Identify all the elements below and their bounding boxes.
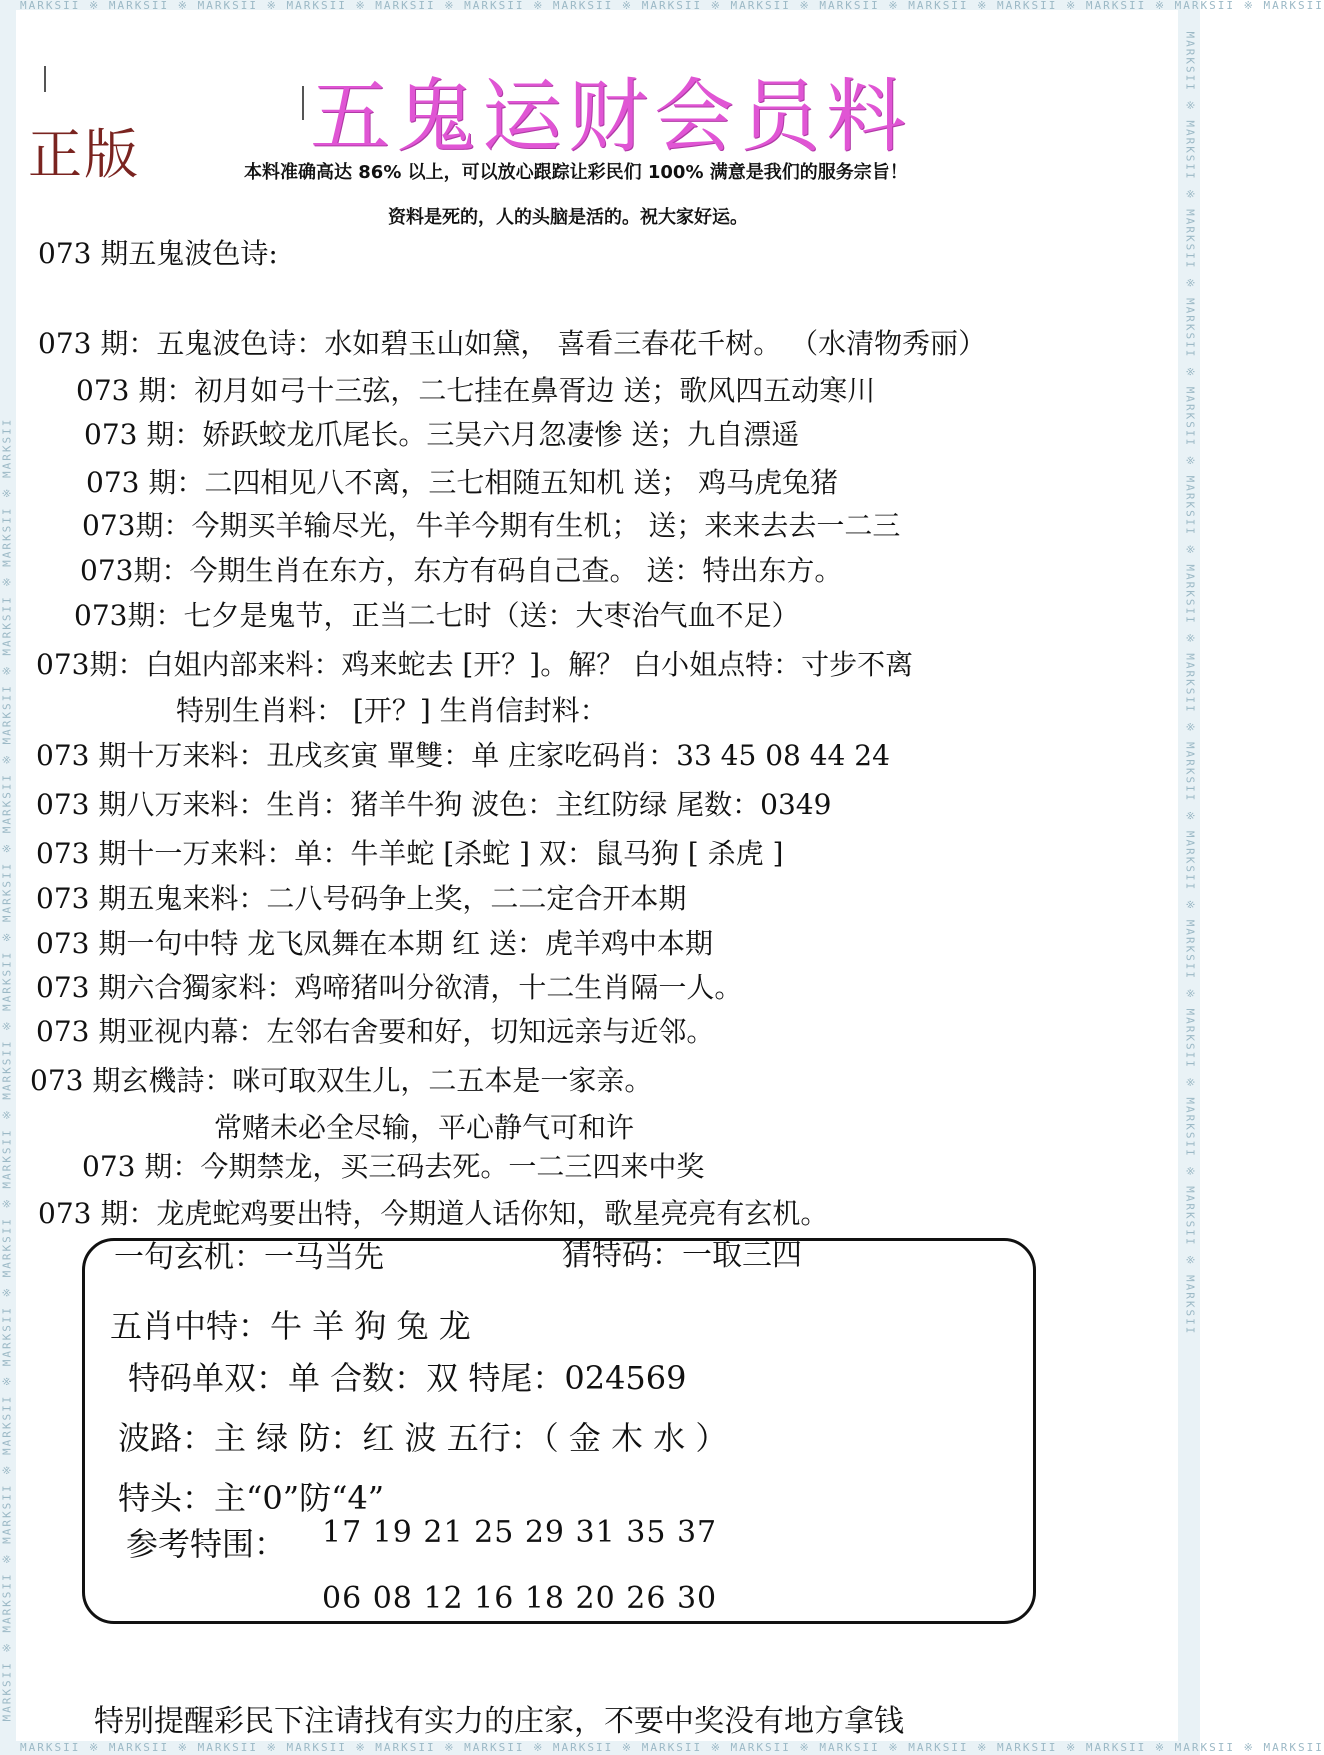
forecast-line: 073期：今期买羊输尽光，牛羊今期有生机； 送；来来去去一二三: [82, 509, 901, 542]
forecast-line: 073 期：龙虎蛇鸡要出特，今期道人话你知，歌星亮亮有玄机。: [38, 1197, 829, 1230]
forecast-line: 073 期玄機詩：咪可取双生儿，二五本是一家亲。: [30, 1064, 653, 1097]
authentic-badge: 正版: [28, 123, 140, 186]
reference-label: 参考特围：: [126, 1525, 287, 1563]
forecast-line: 073 期八万来料：生肖：猪羊牛狗 波色：主红防绿 尾数：0349: [36, 788, 832, 821]
subtitle-luck: 资料是死的，人的头脑是活的。祝大家好运。: [388, 207, 748, 228]
page-title: 五鬼运财会员料: [310, 70, 912, 163]
head-line: 特头：主“0”防“4”: [118, 1479, 385, 1517]
wave-line: 波路：主 绿 防：红 波 五行：（ 金 木 水 ）: [118, 1419, 728, 1457]
right-edge-watermark: MARKSII ※ MARKSII ※ MARKSII ※ MARKSII ※ MARKSII ※ MARKSII ※ MARKSII ※ MARKSII ※ MARKSII ※ MARKSII ※ MARKSII ※ MARKSII ※ MARKSII ※ MARKSII ※ MARKSII: [1183, 31, 1197, 1336]
forecast-line: 073 期亚视内幕：左邻右舍要和好，切知远亲与近邻。: [36, 1015, 715, 1048]
forecast-line: 073 期：五鬼波色诗：水如碧玉山如黛， 喜看三春花千树。 （水清物秀丽）: [38, 327, 987, 360]
forecast-line: 常赌未必全尽输，平心静气可和许: [214, 1111, 635, 1144]
forecast-line: 073期：白姐内部来料：鸡来蛇去 [开？]。解？ 白小姐点特：寸步不离: [36, 648, 914, 681]
reference-numbers-row: 06 08 12 16 18 20 26 30: [322, 1581, 718, 1616]
forecast-line: 073 期：今期禁龙，买三码去死。一二三四来中奖: [82, 1150, 705, 1183]
forecast-line: 073期：今期生肖在东方，东方有码自己查。 送：特出东方。: [80, 554, 843, 587]
forecast-line: 073 期六合獨家料：鸡啼猪叫分欲清，十二生肖隔一人。: [36, 971, 743, 1004]
forecast-line: 073 期五鬼来料：二八号码争上奖，二二定合开本期: [36, 882, 687, 915]
scan-mark: [302, 86, 304, 120]
subtitle-accuracy: 本料准确高达 86% 以上，可以放心跟踪让彩民们 100% 满意是我们的服务宗旨！: [244, 162, 908, 183]
riddle-line: 一句玄机：一马当先: [114, 1240, 384, 1275]
forecast-line: 073 期一句中特 龙飞凤舞在本期 红 送：虎羊鸡中本期: [36, 927, 714, 960]
forecast-line: 073 期：二四相见八不离，三七相随五知机 送； 鸡马虎兔猪: [86, 466, 839, 499]
forecast-line: 073 期：娇跃蛟龙爪尾长。三吴六月忽凄惨 送；九自漂遥: [84, 418, 800, 451]
forecast-line: 073 期十万来料：丑戌亥寅 單雙：单 庄家吃码肖：33 45 08 44 24: [36, 739, 890, 772]
forecast-line: 073 期：初月如弓十三弦，二七挂在鼻胥边 送；歌风四五动寒川: [76, 374, 876, 407]
odd-even-line: 特码单双：单 合数：双 特尾：024569: [128, 1359, 687, 1397]
left-edge-watermark: MARKSII ※ MARKSII ※ MARKSII ※ MARKSII ※ MARKSII ※ MARKSII ※ MARKSII ※ MARKSII ※ MARKSII ※ MARKSII ※ MARKSII ※ MARKSII ※ MARKSII ※ MARKSII ※ MARKSII: [0, 417, 14, 1722]
top-edge-watermark: MARKSII ※ MARKSII ※ MARKSII ※ MARKSII ※ MARKSII ※ MARKSII ※ MARKSII ※ MARKSII ※ MARKSII ※ MARKSII ※ MARKSII ※ MARKSII ※ MARKSII ※ MARKSII ※ MARKSII: [20, 0, 1324, 12]
footer-reminder: 特别提醒彩民下注请找有实力的庄家，不要中奖没有地方拿钱: [94, 1704, 904, 1739]
forecast-line: 073期：七夕是鬼节，正当二七时（送：大枣治气血不足）: [74, 599, 800, 632]
scan-mark: [44, 66, 46, 92]
forecast-line: 特别生肖料： [开？] 生肖信封料：: [176, 694, 608, 727]
reference-numbers-row: 17 19 21 25 29 31 35 37: [322, 1515, 718, 1550]
guess-line: 猜特码：一取三四: [562, 1238, 802, 1273]
bottom-edge-watermark: MARKSII ※ MARKSII ※ MARKSII ※ MARKSII ※ MARKSII ※ MARKSII ※ MARKSII ※ MARKSII ※ MARKSII ※ MARKSII ※ MARKSII ※ MARKSII ※ MARKSII ※ MARKSII ※ MARKSII: [20, 1741, 1324, 1754]
section-heading: 073 期五鬼波色诗:: [38, 237, 278, 270]
forecast-line: 073 期十一万来料：单：牛羊蛇 [杀蛇 ] 双：鼠马狗 [ 杀虎 ]: [36, 837, 784, 870]
five-zodiac-line: 五肖中特：牛 羊 狗 兔 龙: [110, 1307, 471, 1345]
